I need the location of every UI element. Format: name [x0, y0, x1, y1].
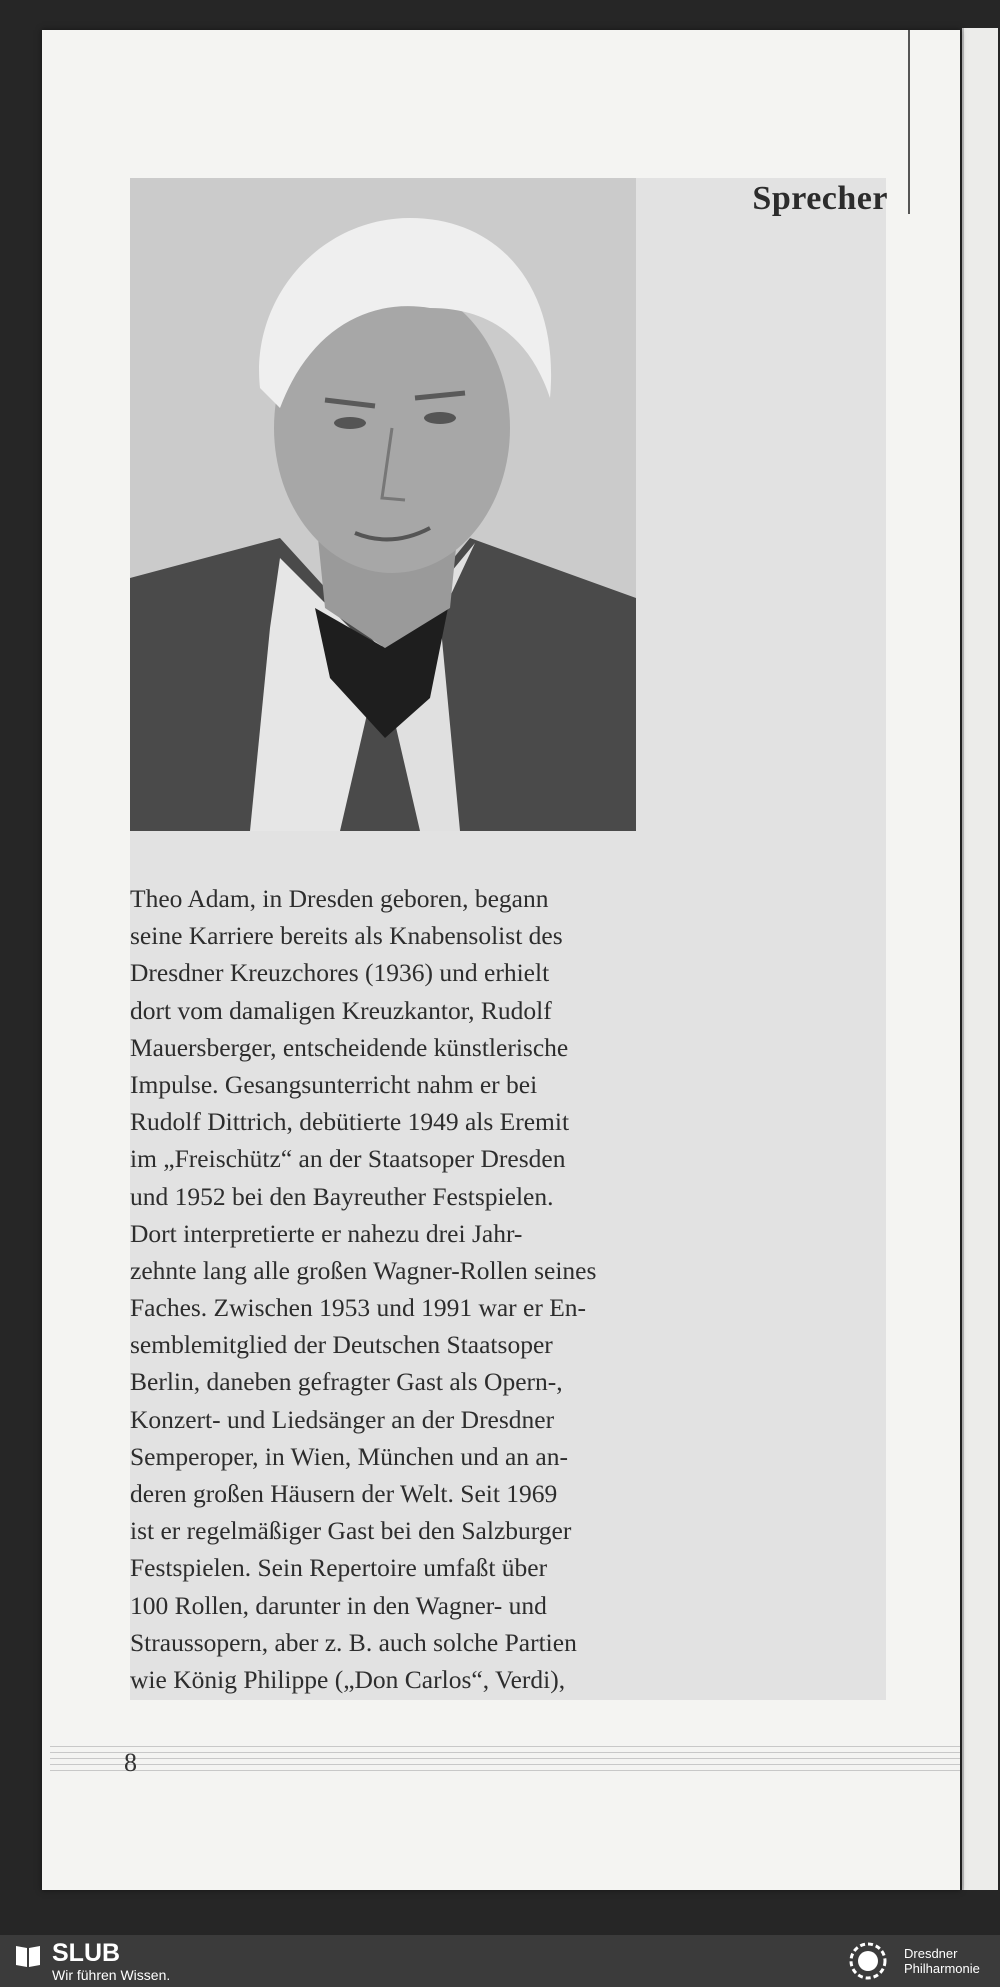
footer-rules	[50, 1746, 960, 1786]
brand-bar	[0, 1935, 1000, 1987]
slub-name: SLUB	[52, 1939, 121, 1967]
text-line: Festspielen. Sein Repertoire umfaßt über	[130, 1553, 548, 1583]
book-icon	[14, 1943, 42, 1969]
text-line: zehnte lang alle großen Wagner-Rollen seines	[130, 1255, 597, 1285]
section-title: Sprecher	[752, 180, 888, 217]
text-line: Impulse. Gesangsunterricht nahm er bei	[130, 1069, 538, 1099]
fold-line	[908, 30, 910, 214]
philharmonie-line-2: Philharmonie	[904, 1961, 980, 1976]
text-line: dort vom damaligen Kreuzkantor, Rudolf	[130, 995, 552, 1025]
text-line: und 1952 bei den Bayreuther Festspielen.	[130, 1181, 554, 1211]
portrait-photo	[130, 178, 636, 831]
text-line: Rudolf Dittrich, debütierte 1949 als Eremit	[130, 1107, 570, 1137]
text-line: Faches. Zwischen 1953 und 1991 war er En-	[130, 1293, 587, 1323]
philharmonie-logo-icon	[842, 1939, 894, 1983]
text-line: Mauersberger, entscheidende künstlerische	[130, 1032, 569, 1062]
text-line: Konzert- und Liedsänger an der Dresdner	[130, 1404, 555, 1434]
philharmonie-name	[904, 1946, 980, 1976]
philharmonie-line-1: Dresdner	[904, 1946, 958, 1961]
text-line: deren großen Häusern der Welt. Seit 1969	[130, 1479, 558, 1508]
slub-tagline: Wir führen Wissen.	[52, 1967, 171, 1983]
text-line: 100 Rollen, darunter in den Wagner- und	[130, 1590, 547, 1620]
text-line: semblemitglied der Deutschen Staatsoper	[130, 1330, 553, 1360]
text-line: Dresdner Kreuzchores (1936) und erhielt	[130, 958, 550, 988]
biography-text	[130, 880, 630, 1698]
page-number: 8	[124, 1748, 137, 1777]
text-line: wie König Philippe („Don Carlos“, Verdi),	[130, 1664, 566, 1694]
text-line: im „Freischütz“ an der Staatsoper Dresden	[130, 1144, 566, 1174]
text-line: Dort interpretierte er nahezu drei Jahr-	[130, 1218, 523, 1248]
text-line: seine Karriere bereits als Knabensolist des	[130, 921, 563, 951]
text-line: ist er regelmäßiger Gast bei den Salzburger	[130, 1516, 572, 1546]
text-line: Theo Adam, in Dresden geboren, begann	[130, 884, 549, 913]
text-line: Berlin, daneben gefragter Gast als Opern-,	[130, 1367, 563, 1397]
text-line: Straussopern, aber z. B. auch solche Partien	[130, 1627, 577, 1657]
portrait-image	[130, 178, 636, 831]
text-line: Semperoper, in Wien, München und an an-	[130, 1441, 568, 1471]
next-page-edge	[962, 28, 998, 1890]
